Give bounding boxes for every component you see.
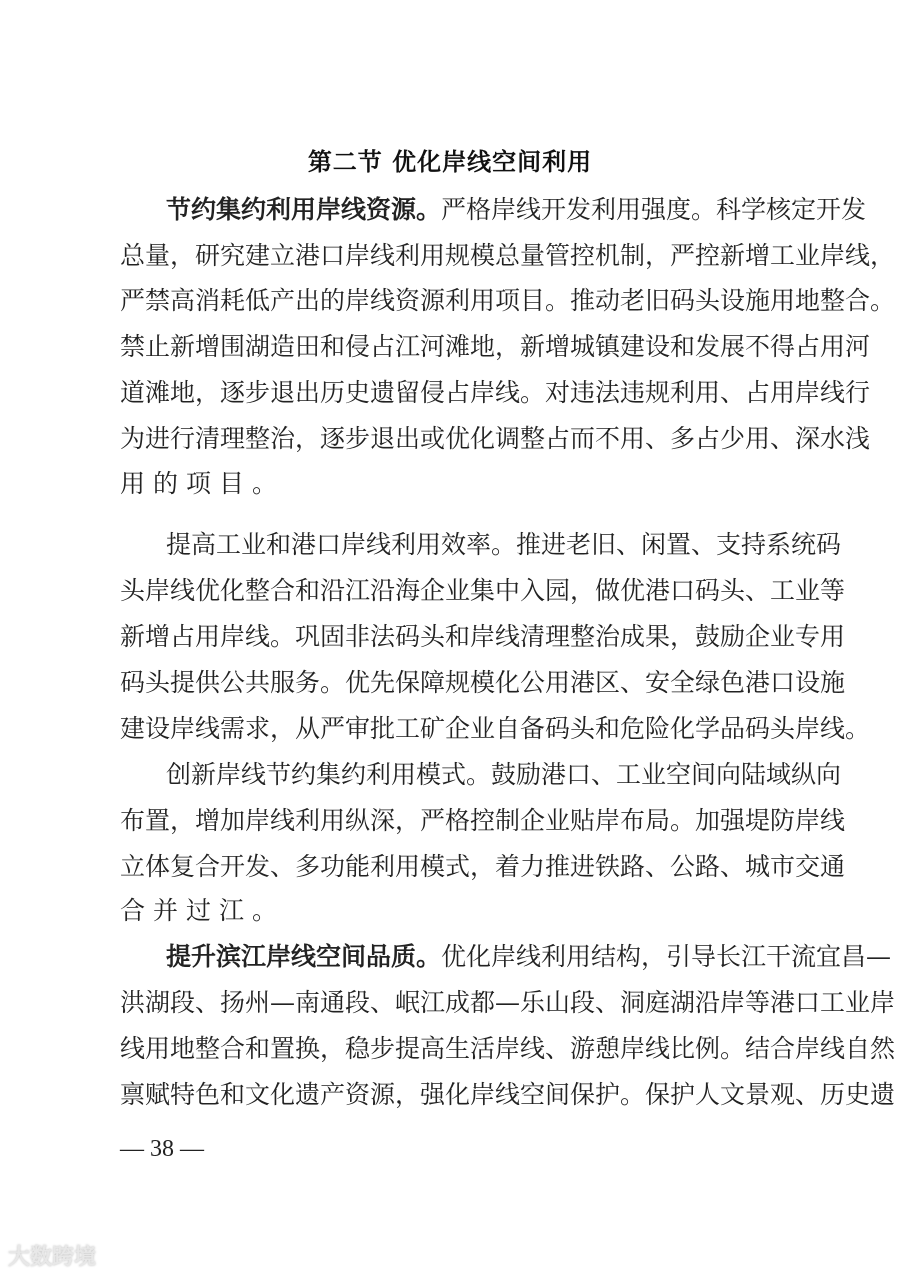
- paragraph-2-line-1: 提高工业和港口岸线利用效率。推进老旧、闲置、支持系统码: [166, 530, 842, 559]
- paragraph-4-line-3: 线用地整合和置换，稳步提高生活岸线、游憩岸线比例。结合岸线自然: [120, 1034, 896, 1063]
- paragraph-4-lead: 提升滨江岸线空间品质。: [166, 942, 442, 971]
- paragraph-3-line-3: 立体复合开发、多功能利用模式，着力推进铁路、公路、城市交通: [120, 852, 846, 881]
- paragraph-3-line-4: 合并过江。: [120, 896, 286, 925]
- paragraph-1-line-5: 道滩地，逐步退出历史遗留侵占岸线。对违法违规利用、占用岸线行: [120, 378, 871, 407]
- section-title: 第二节 优化岸线空间利用: [307, 148, 593, 176]
- paragraph-1-line-1: [166, 194, 867, 226]
- page-number: — 38 —: [120, 1136, 204, 1162]
- paragraph-3-line-2: 布置，增加岸线利用纵深，严格控制企业贴岸布局。加强堤防岸线: [120, 806, 846, 835]
- paragraph-2-line-3: 新增占用岸线。巩固非法码头和岸线清理整治成果，鼓励企业专用: [120, 622, 846, 651]
- line-text: 严格岸线开发利用强度。科学核定开发: [441, 195, 867, 224]
- paragraph-1-line-4: 禁止新增围湖造田和侵占江河滩地，新增城镇建设和发展不得占用河: [120, 332, 871, 361]
- paragraph-2-line-4: 码头提供公共服务。优先保障规模化公用港区、安全绿色港口设施: [120, 668, 846, 697]
- paragraph-1-lead: 节约集约利用岸线资源。: [166, 195, 442, 224]
- paragraph-4-line-4: 禀赋特色和文化遗产资源，强化岸线空间保护。保护人文景观、历史遗: [120, 1080, 896, 1109]
- paragraph-2-line-2: 头岸线优化整合和沿江沿海企业集中入园，做优港口码头、工业等: [120, 576, 846, 605]
- paragraph-4-line-1: [166, 941, 892, 973]
- paragraph-3-line-1: 创新岸线节约集约利用模式。鼓励港口、工业空间向陆域纵向: [166, 760, 842, 789]
- watermark: 大数跨境: [8, 1245, 97, 1270]
- paragraph-1-line-3: 严禁高消耗低产出的岸线资源利用项目。推动老旧码头设施用地整合。: [120, 286, 896, 315]
- paragraph-2-line-5: 建设岸线需求，从严审批工矿企业自备码头和危险化学品码头岸线。: [120, 714, 871, 743]
- paragraph-1-line-7: 用的项目。: [120, 469, 286, 498]
- paragraph-1-line-2: 总量，研究建立港口岸线利用规模总量管控机制，严控新增工业岸线，: [120, 241, 896, 270]
- paragraph-4-line-2: 洪湖段、扬州—南通段、岷江成都—乐山段、洞庭湖沿岸等港口工业岸: [120, 988, 896, 1017]
- line-text: 优化岸线利用结构，引导长江干流宜昌—: [441, 942, 892, 971]
- paragraph-1-line-6: 为进行清理整治，逐步退出或优化调整占而不用、多占少用、深水浅: [120, 424, 871, 453]
